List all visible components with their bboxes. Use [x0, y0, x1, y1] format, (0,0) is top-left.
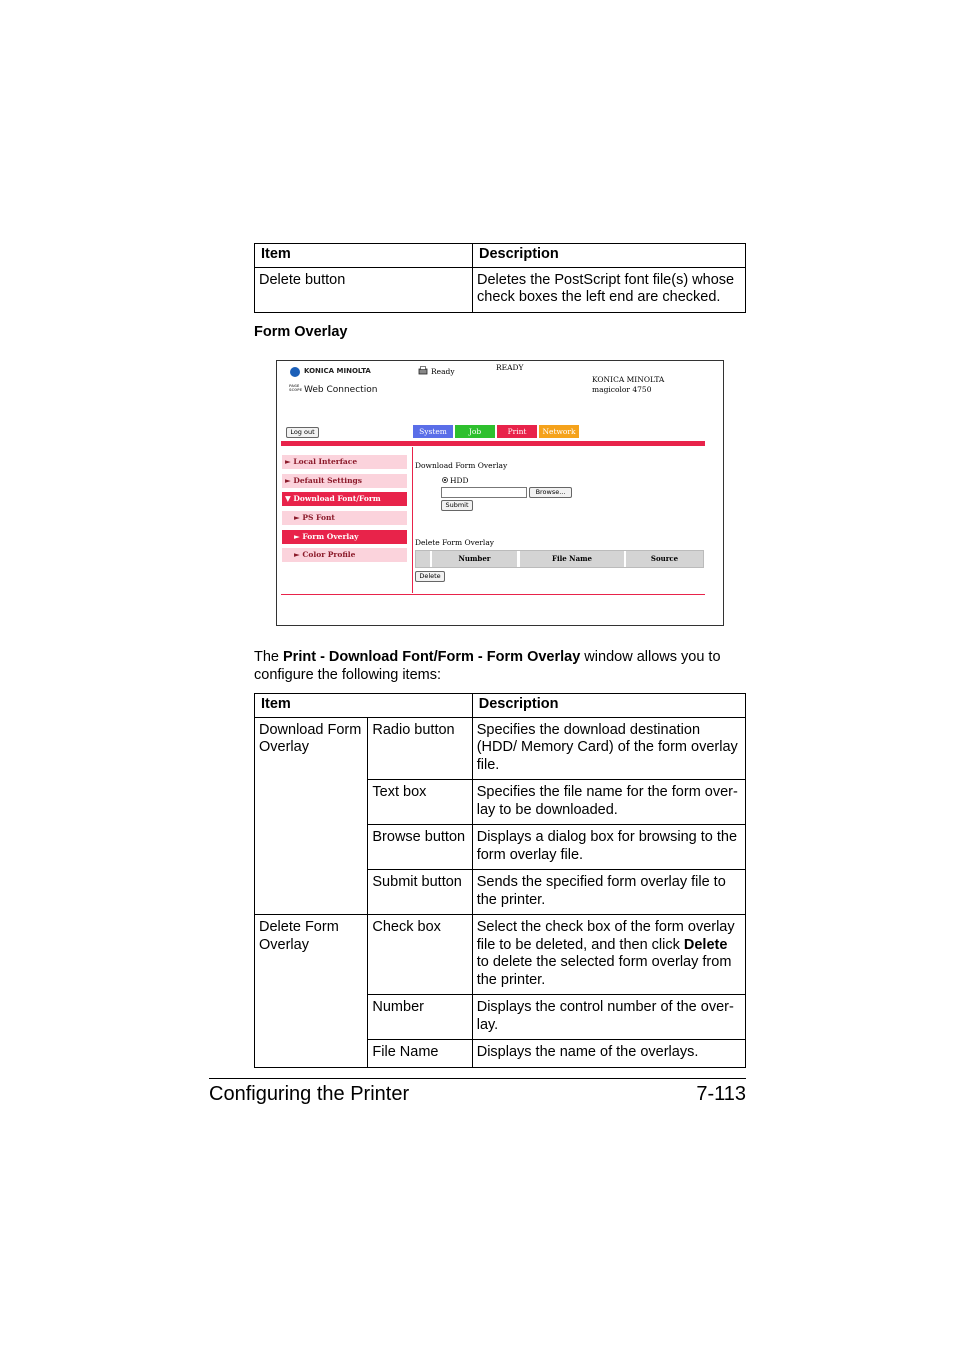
column-header-source: Source — [626, 551, 703, 567]
table-cell-description: Sends the specified form overlay file to the printer. — [472, 870, 745, 915]
footer-rule — [209, 1078, 746, 1079]
hdd-radio-label: HDD — [450, 476, 469, 485]
table-cell-description: Specifies the file name for the form over-lay to be downloaded. — [472, 780, 745, 825]
table-header-description: Description — [472, 694, 745, 718]
delete-form-overlay-title: Delete Form Overlay — [415, 538, 495, 547]
menu-ps-font[interactable]: ► PS Font — [282, 511, 407, 525]
table-row — [255, 915, 746, 995]
description-text: to delete the selected form overlay from the printer. — [476, 954, 732, 988]
logout-button[interactable]: Log out — [286, 427, 319, 438]
hdd-radio-button[interactable] — [442, 477, 448, 483]
delete-button-table — [254, 243, 746, 313]
table-cell-description: Displays a dialog box for browsing to the form overlay file. — [472, 825, 745, 870]
intro-suffix: window allows you to — [580, 649, 721, 665]
footer-title: Configuring the Printer — [209, 1083, 410, 1105]
delete-button[interactable]: Delete — [415, 571, 445, 582]
product-name: Web Connection — [304, 385, 378, 395]
column-header-file-name: File Name — [520, 551, 624, 567]
table-cell-item: Download Form Overlay — [255, 717, 368, 915]
table-cell-description — [472, 915, 745, 995]
table-cell-description: Displays the control number of the over-lay. — [472, 995, 745, 1040]
items-table — [254, 693, 746, 1068]
printer-status-icon — [418, 366, 428, 376]
table-header-item: Item — [255, 244, 473, 268]
submit-button[interactable]: Submit — [441, 500, 473, 511]
status-value: READY — [496, 363, 524, 372]
intro-prefix: The — [254, 649, 284, 665]
intro-paragraph — [254, 648, 746, 684]
menu-form-overlay[interactable]: ► Form Overlay — [282, 530, 407, 544]
table-cell-sub: Text box — [368, 780, 472, 825]
pagescope-logo: PAGE SCOPE — [289, 384, 303, 392]
section-title: Form Overlay — [254, 324, 348, 340]
table-row — [255, 267, 746, 312]
table-cell-sub: Submit button — [368, 870, 472, 915]
table-cell-description: Deletes the PostScript font file(s) whose check boxes the left end are checked. — [473, 267, 746, 312]
table-cell-sub: Radio button — [368, 717, 472, 780]
menu-divider — [412, 447, 413, 593]
file-name-text-box[interactable] — [441, 487, 527, 498]
konica-logo-icon — [290, 367, 300, 377]
web-connection-screenshot — [276, 360, 724, 626]
table-cell-description: Specifies the download destination (HDD/ Memory Card) of the form overlay file. — [472, 717, 745, 780]
table-cell-item: Delete Form Overlay — [255, 915, 368, 1068]
browse-button[interactable]: Browse... — [529, 487, 572, 498]
tab-print[interactable]: Print — [497, 425, 537, 438]
page-number: 7-113 — [696, 1083, 746, 1105]
intro-bold: Print - Download Font/Form - Form Overlay — [283, 649, 581, 665]
model-brand: KONICA MINOLTA — [592, 375, 665, 384]
column-header-number: Number — [432, 551, 517, 567]
table-cell-sub: Number — [368, 995, 472, 1040]
tab-system[interactable]: System — [413, 425, 453, 438]
description-bold: Delete — [683, 936, 728, 953]
table-cell-sub: Check box — [368, 915, 472, 995]
menu-local-interface[interactable]: ► Local Interface — [282, 455, 407, 469]
brand-name: KONICA MINOLTA — [304, 367, 371, 375]
table-header-description: Description — [473, 244, 746, 268]
intro-line2: configure the following items: — [254, 667, 441, 683]
table-border — [415, 550, 704, 568]
model-name: magicolor 4750 — [592, 385, 652, 394]
table-cell-description: Displays the name of the overlays. — [472, 1040, 745, 1068]
tab-network[interactable]: Network — [539, 425, 579, 438]
status-label: Ready — [431, 367, 455, 376]
table-header-item: Item — [255, 694, 473, 718]
menu-default-settings[interactable]: ► Default Settings — [282, 474, 407, 488]
menu-color-profile[interactable]: ► Color Profile — [282, 548, 407, 562]
tab-job[interactable]: Job — [455, 425, 495, 438]
download-form-overlay-title: Download Form Overlay — [415, 461, 508, 470]
table-cell-sub: Browse button — [368, 825, 472, 870]
table-cell-sub: File Name — [368, 1040, 472, 1068]
table-row — [255, 717, 746, 780]
menu-download-font-form[interactable]: ▼ Download Font/Form — [282, 492, 407, 506]
description-text: Select the check box of the form overlay file to be deleted, and then click — [476, 919, 735, 953]
header-divider — [281, 441, 705, 446]
table-cell-item: Delete button — [255, 267, 473, 312]
footer-divider — [281, 594, 705, 595]
